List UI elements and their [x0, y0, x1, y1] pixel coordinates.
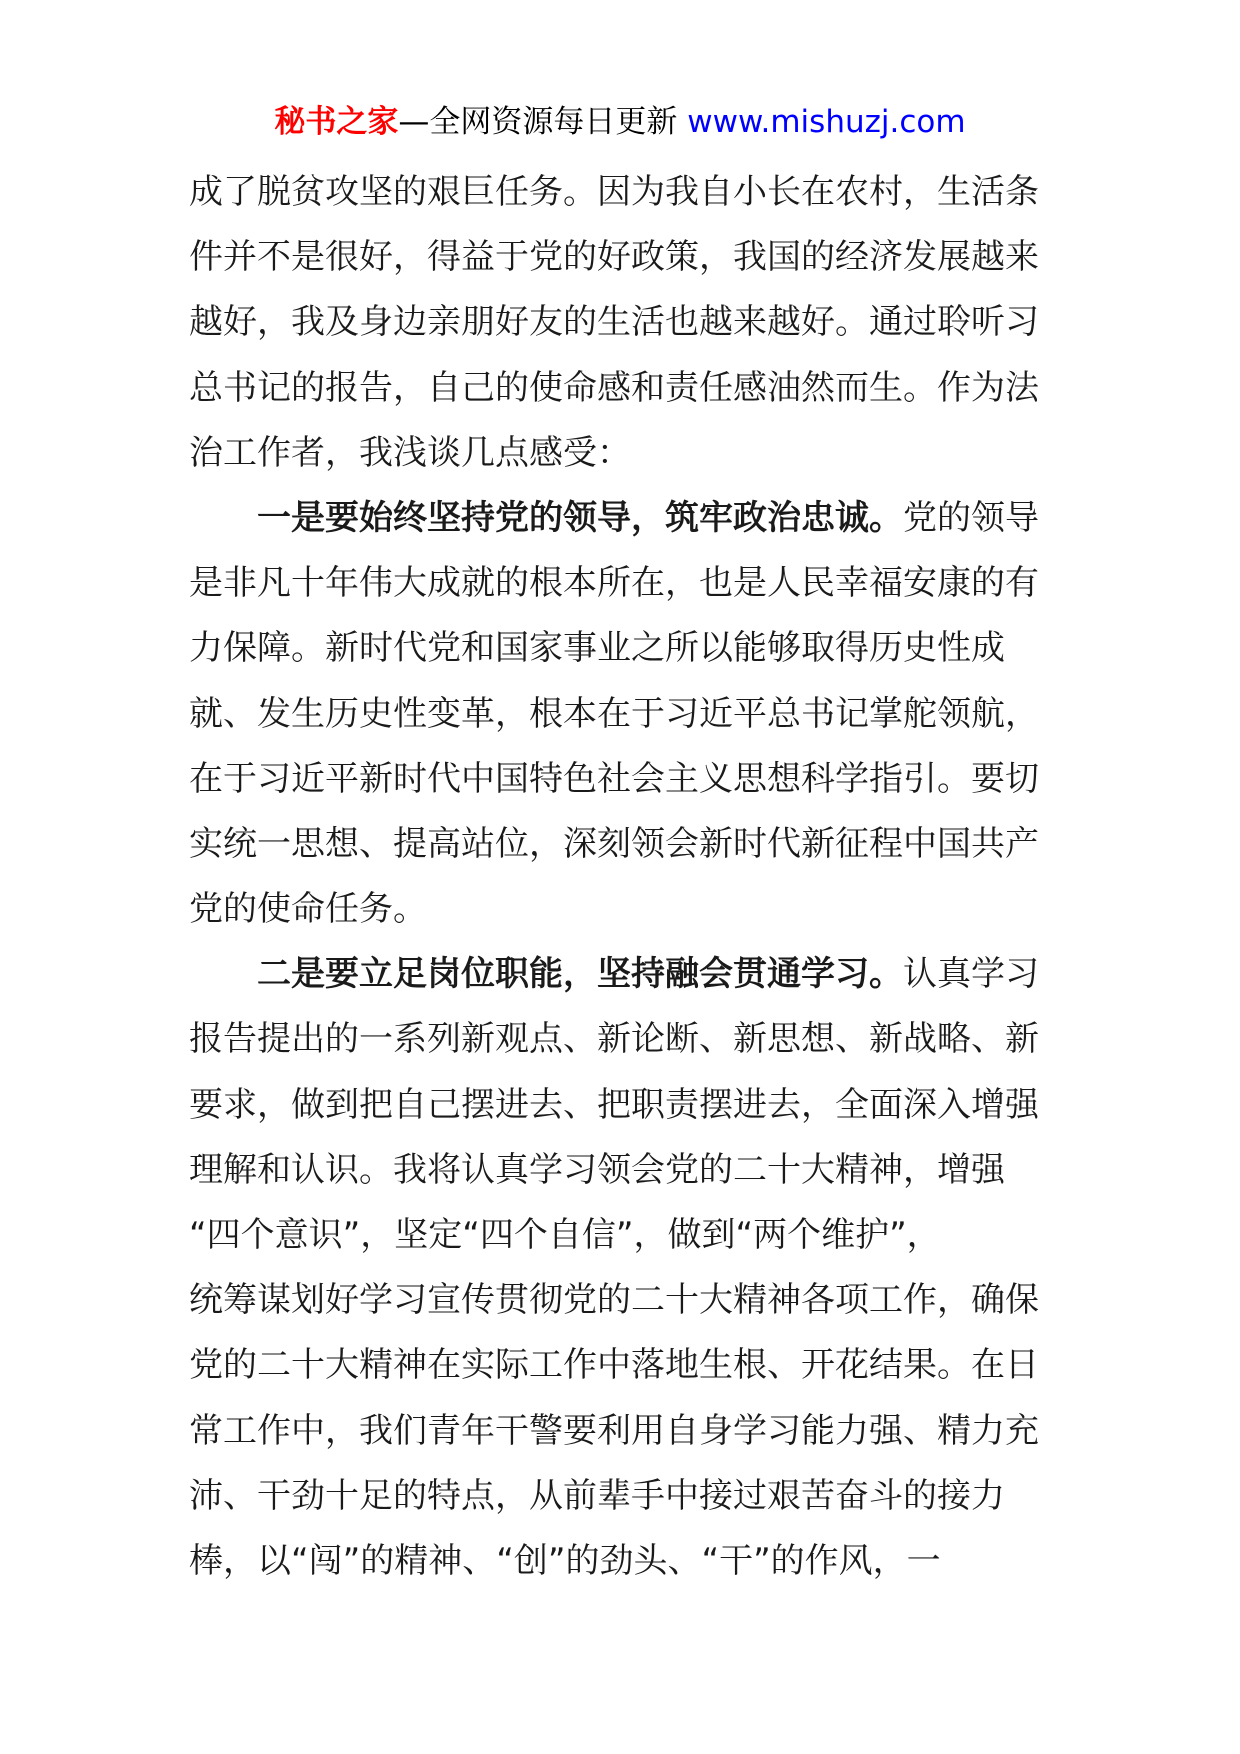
text-line: 棒，以“闯”的精神、“创”的劲头、“干”的作风，一	[189, 1540, 941, 1581]
paragraph-2-first-line	[189, 942, 1059, 1007]
page-header	[0, 100, 1240, 144]
text-line: “四个意识”，坚定“四个自信”，做到“两个维护”，	[189, 1215, 941, 1255]
paragraph-2-lead-text: 认真学习	[903, 954, 1039, 995]
text-line: 越好，我及身边亲朋好友的生活也越来越好。通过聆听习	[189, 302, 1039, 343]
text-line: 总书记的报告，自己的使命感和责任感油然而生。作为法	[189, 367, 1039, 408]
text-line: 力保障。新时代党和国家事业之所以能够取得历史性成	[189, 628, 1005, 669]
text-line: 件并不是很好，得益于党的好政策，我国的经济发展越来	[189, 237, 1039, 278]
text-line: 就、发生历史性变革，根本在于习近平总书记掌舵领航，	[189, 693, 1039, 734]
paragraph-1-heading: 一是要始终坚持党的领导，筑牢政治忠诚。	[257, 497, 903, 538]
text-line: 成了脱贫攻坚的艰巨任务。因为我自小长在农村，生活条	[189, 172, 1039, 212]
document-body	[189, 160, 1059, 1594]
text-line: 党的使命任务。	[189, 889, 427, 930]
text-line: 治工作者，我浅谈几点感受：	[189, 432, 631, 473]
paragraph-2-heading: 二是要立足岗位职能，坚持融会贯通学习。	[257, 954, 903, 995]
header-slogan: —全网资源每日更新	[398, 104, 678, 140]
paragraph-1-first-line	[189, 486, 1059, 551]
text-line: 是非凡十年伟大成就的根本所在，也是人民幸福安康的有	[189, 563, 1039, 604]
header-url[interactable]: www.mishuzj.com	[687, 104, 966, 140]
header-brand: 秘书之家	[274, 104, 399, 140]
text-line: 常工作中，我们青年干警要利用自身学习能力强、精力充	[189, 1410, 1039, 1451]
paragraph-1-lead-text: 党的领导	[903, 497, 1039, 538]
text-line: 统筹谋划好学习宣传贯彻党的二十大精神各项工作，确保	[189, 1280, 1039, 1321]
text-line: 报告提出的一系列新观点、新论断、新思想、新战略、新	[189, 1019, 1039, 1060]
text-line: 实统一思想、提高站位，深刻领会新时代新征程中国共产	[189, 823, 1039, 864]
text-line: 要求，做到把自己摆进去、把职责摆进去，全面深入增强	[189, 1084, 1039, 1125]
text-line: 理解和认识。我将认真学习领会党的二十大精神，增强	[189, 1149, 1005, 1190]
text-line: 在于习近平新时代中国特色社会主义思想科学指引。要切	[189, 758, 1039, 799]
text-line: 沛、干劲十足的特点，从前辈手中接过艰苦奋斗的接力	[189, 1475, 1005, 1516]
text-line: 党的二十大精神在实际工作中落地生根、开花结果。在日	[189, 1345, 1039, 1386]
